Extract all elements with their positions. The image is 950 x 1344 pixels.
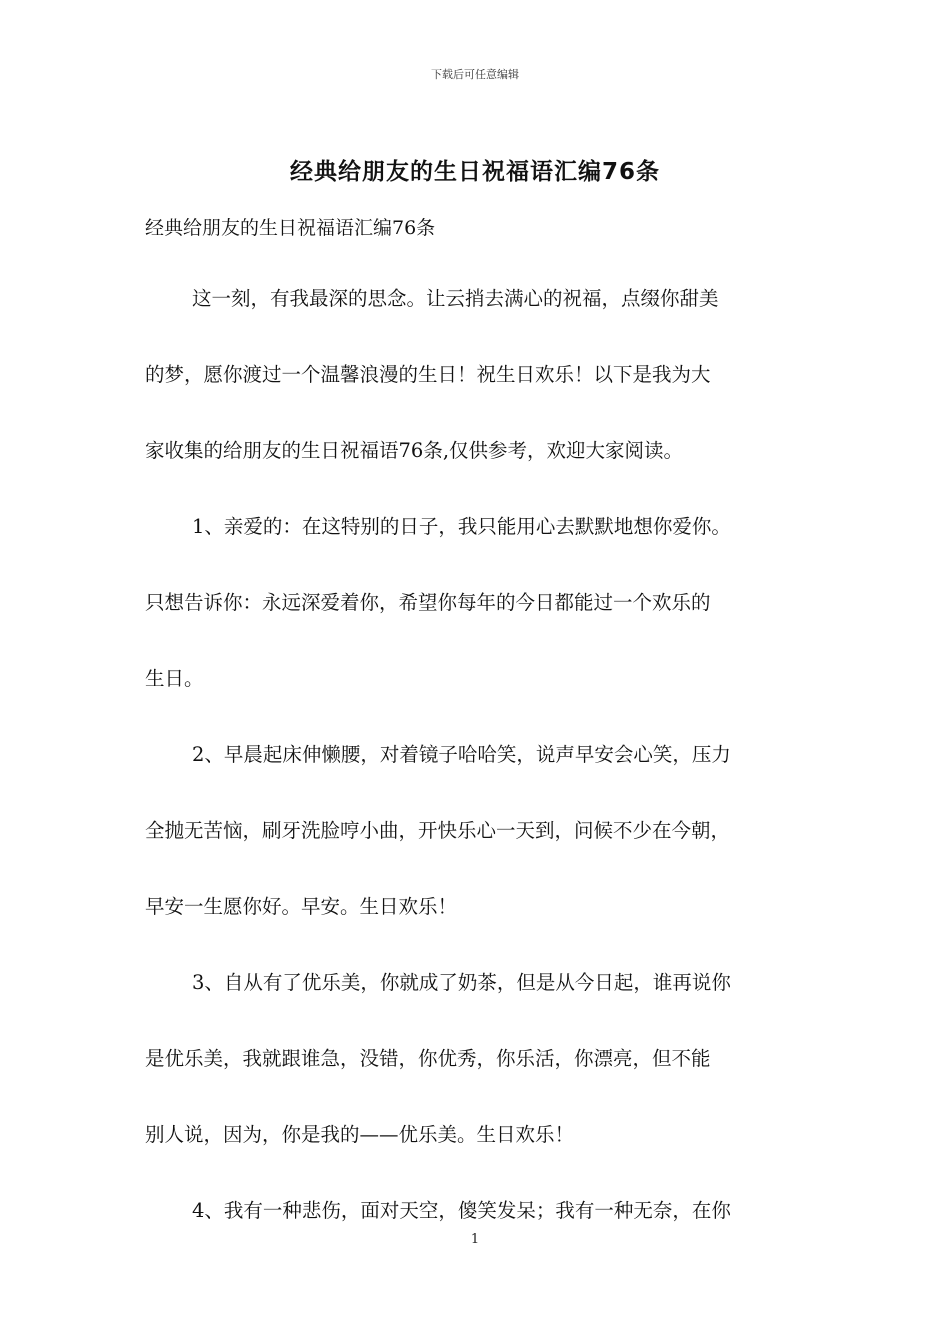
document-body xyxy=(145,280,807,1268)
document-title: 经典给朋友的生日祝福语汇编76条 xyxy=(289,159,660,185)
document-subtitle: 经典给朋友的生日祝福语汇编76条 xyxy=(145,217,436,239)
page-number: 1 xyxy=(470,1232,480,1247)
paragraph-line: 只想告诉你：永远深爱着你，希望你每年的今日都能过一个欢乐的 xyxy=(145,591,711,614)
paragraph-intro xyxy=(145,280,807,470)
paragraph-item-2 xyxy=(145,736,807,926)
paragraph-line: 这一刻，有我最深的思念。让云捎去满心的祝福，点缀你甜美 xyxy=(192,287,719,310)
paragraph-line: 生日。 xyxy=(145,667,204,690)
paragraph-line: 早安一生愿你好。早安。生日欢乐！ xyxy=(145,895,458,918)
paragraph-item-1 xyxy=(145,508,807,698)
header-note: 下载后可任意编辑 xyxy=(431,68,519,81)
paragraph-line: 别人说，因为，你是我的——优乐美。生日欢乐！ xyxy=(145,1123,575,1146)
paragraph-line: 1、亲爱的：在这特别的日子，我只能用心去默默地想你爱你。 xyxy=(192,515,731,538)
paragraph-line: 3、自从有了优乐美，你就成了奶茶，但是从今日起，谁再说你 xyxy=(192,971,731,994)
paragraph-line: 4、我有一种悲伤，面对天空，傻笑发呆；我有一种无奈，在你 xyxy=(192,1199,731,1222)
paragraph-line: 是优乐美，我就跟谁急，没错，你优秀，你乐活，你漂亮，但不能 xyxy=(145,1047,711,1070)
paragraph-line: 的梦，愿你渡过一个温馨浪漫的生日！祝生日欢乐！以下是我为大 xyxy=(145,363,711,386)
paragraph-line: 全抛无苦恼，刷牙洗脸哼小曲，开快乐心一天到，问候不少在今朝， xyxy=(145,819,731,842)
paragraph-line: 2、早晨起床伸懒腰，对着镜子哈哈笑，说声早安会心笑，压力 xyxy=(192,743,731,766)
paragraph-item-3 xyxy=(145,964,807,1154)
paragraph-item-4 xyxy=(145,1192,807,1230)
paragraph-line: 家收集的给朋友的生日祝福语76条,仅供参考，欢迎大家阅读。 xyxy=(145,439,684,462)
